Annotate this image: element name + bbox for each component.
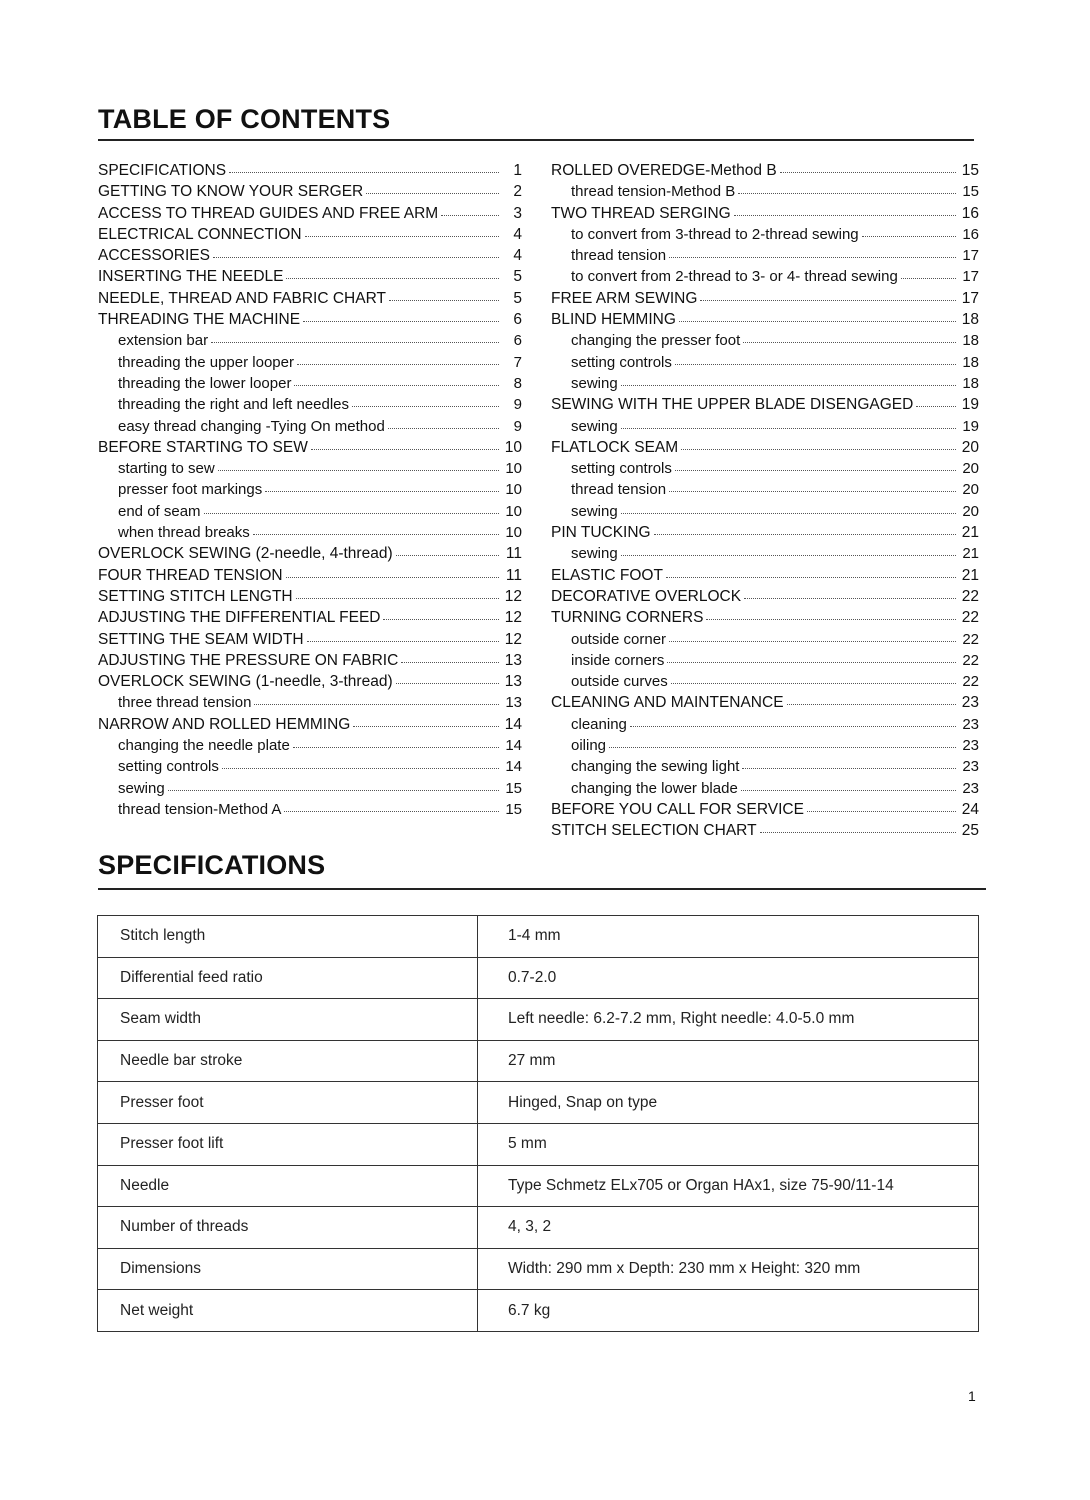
toc-entry (98, 203, 522, 224)
toc-leader-dots (307, 627, 499, 642)
toc-entry-title: STITCH SELECTION CHART (551, 822, 757, 840)
toc-leader-dots (738, 179, 956, 194)
toc-leader-dots (901, 264, 956, 279)
toc-entry (551, 203, 979, 224)
toc-leader-dots (621, 371, 956, 386)
toc-entry-page: 6 (513, 332, 522, 350)
toc-leader-dots (311, 435, 499, 450)
toc-entry-title: GETTING TO KNOW YOUR SERGER (98, 183, 364, 201)
toc-subentry (551, 778, 979, 799)
toc-entry-title: FREE ARM SEWING (551, 289, 698, 307)
toc-leader-dots (396, 541, 499, 556)
toc-leader-dots (286, 264, 499, 279)
toc-entry-title: outside corner (571, 630, 667, 648)
toc-subentry (551, 501, 979, 522)
toc-entry-page: 23 (962, 779, 979, 797)
toc-leader-dots (734, 201, 956, 216)
toc-entry-page: 12 (504, 587, 522, 605)
toc-leader-dots (168, 776, 499, 791)
toc-entry (98, 586, 522, 607)
spec-value: 6.7 kg (478, 1290, 979, 1332)
toc-leader-dots (681, 435, 956, 450)
toc-entry (551, 565, 979, 586)
specifications-divider (98, 888, 986, 890)
toc-entry-page: 14 (505, 737, 522, 755)
toc-subentry (551, 352, 979, 373)
toc-subentry (551, 373, 979, 394)
toc-entry-page: 20 (962, 502, 979, 520)
toc-subentry (98, 501, 522, 522)
toc-leader-dots (222, 754, 499, 769)
toc-entry (98, 160, 522, 181)
toc-entry (551, 820, 979, 841)
toc-leader-dots (303, 307, 499, 322)
toc-entry-title: NEEDLE, THREAD AND FABRIC CHART (98, 289, 386, 307)
toc-entry (98, 266, 522, 287)
toc-leader-dots (706, 605, 956, 620)
toc-entry-page: 9 (513, 396, 522, 414)
toc-entry-title: SEWING WITH THE UPPER BLADE DISENGAGED (551, 396, 914, 414)
toc-entry-page: 20 (962, 460, 979, 478)
toc-entry (551, 394, 979, 415)
toc-entry-page: 13 (504, 651, 522, 669)
toc-entry-title: ACCESS TO THREAD GUIDES AND FREE ARM (98, 204, 439, 222)
toc-entry (98, 543, 522, 564)
toc-leader-dots (213, 243, 499, 258)
toc-leader-dots (388, 414, 499, 429)
toc-leader-dots (284, 797, 499, 812)
toc-leader-dots (297, 350, 499, 365)
spec-label: Dimensions (98, 1248, 478, 1290)
toc-subentry (98, 522, 522, 543)
toc-subentry (551, 543, 979, 564)
toc-entry-page: 18 (961, 311, 979, 329)
toc-entry-page: 12 (504, 630, 522, 648)
toc-entry-page: 22 (962, 630, 979, 648)
toc-entry-title: oiling (571, 737, 607, 755)
toc-entry-page: 4 (513, 225, 522, 243)
toc-leader-dots (441, 201, 499, 216)
spec-label: Seam width (98, 999, 478, 1041)
toc-entry-page: 3 (513, 204, 522, 222)
toc-entry-title: FOUR THREAD TENSION (98, 566, 283, 584)
toc-leader-dots (744, 584, 956, 599)
toc-entry-title: NARROW AND ROLLED HEMMING (98, 715, 351, 733)
toc-leader-dots (669, 243, 956, 258)
toc-entry-page: 18 (962, 353, 979, 371)
toc-entry (98, 245, 522, 266)
toc-entry-title: THREADING THE MACHINE (98, 311, 301, 329)
toc-entry-title: FLATLOCK SEAM (551, 438, 679, 456)
toc-entry (98, 181, 522, 202)
toc-subentry (551, 224, 979, 245)
toc-entry-page: 17 (961, 289, 979, 307)
toc-entry-page: 8 (513, 374, 522, 392)
toc-leader-dots (353, 712, 499, 727)
toc-leader-dots (780, 158, 956, 173)
toc-subentry (551, 181, 979, 202)
toc-subentry (98, 394, 522, 415)
toc-entry (98, 309, 522, 330)
toc-leader-dots (383, 605, 499, 620)
toc-entry-title: sewing (571, 417, 618, 435)
toc-entry (551, 799, 979, 820)
toc-entry-page: 22 (962, 673, 979, 691)
toc-entry (98, 288, 522, 309)
toc-entry-page: 24 (961, 800, 979, 818)
toc-leader-dots (741, 776, 956, 791)
toc-leader-dots (671, 669, 956, 684)
toc-entry-page: 14 (504, 715, 522, 733)
spec-row (98, 1082, 979, 1124)
toc-leader-dots (254, 690, 499, 705)
specifications-table (97, 915, 979, 1332)
toc-leader-dots (760, 818, 956, 833)
toc-entry-title: to convert from 2-thread to 3- or 4- thread sewing (571, 268, 898, 286)
toc-leader-dots (294, 371, 499, 386)
specifications-heading: SPECIFICATIONS (98, 850, 326, 880)
toc-entry-title: end of seam (118, 502, 201, 520)
toc-entry-page: 22 (961, 587, 979, 605)
toc-leader-dots (229, 158, 499, 173)
toc-entry-title: SPECIFICATIONS (98, 162, 227, 179)
toc-entry-page: 5 (513, 268, 522, 286)
toc-entry-title: sewing (571, 502, 618, 520)
spec-value: Type Schmetz ELx705 or Organ HAx1, size 75-90/11-14 (478, 1165, 979, 1207)
toc-subentry (551, 266, 979, 287)
toc-entry-page: 15 (962, 183, 979, 201)
toc-entry-title: thread tension-Method B (571, 183, 736, 201)
toc-subentry (98, 756, 522, 777)
toc-entry-title: ROLLED OVEREDGE-Method B (551, 162, 777, 179)
toc-entry-title: BEFORE YOU CALL FOR SERVICE (551, 800, 804, 818)
toc-entry-title: TURNING CORNERS (551, 609, 704, 627)
toc-entry-title: thread tension (571, 481, 667, 499)
toc-entry-page: 6 (513, 311, 522, 329)
toc-leader-dots (742, 754, 956, 769)
toc-entry (98, 565, 522, 586)
spec-row (98, 1290, 979, 1332)
toc-subentry (98, 479, 522, 500)
toc-entry-title: three thread tension (118, 694, 252, 712)
toc-leader-dots (253, 520, 499, 535)
spec-label: Presser foot (98, 1082, 478, 1124)
toc-leader-dots (700, 286, 956, 301)
toc-entry-page: 18 (962, 332, 979, 350)
toc-entry-page: 23 (961, 694, 979, 712)
toc-leader-dots (401, 648, 499, 663)
toc-entry-page: 10 (505, 481, 522, 499)
toc-entry-title: INSERTING THE NEEDLE (98, 268, 284, 286)
toc-entry (98, 650, 522, 671)
toc-entry-title: ACCESSORIES (98, 247, 210, 265)
toc-leader-dots (787, 690, 956, 705)
spec-value: Width: 290 mm x Depth: 230 mm x Height: 320 mm (478, 1248, 979, 1290)
toc-entry-page: 20 (961, 438, 979, 456)
toc-entry-page: 15 (505, 779, 522, 797)
toc-entry-page: 13 (505, 694, 522, 712)
toc-entry (98, 224, 522, 245)
spec-label: Net weight (98, 1290, 478, 1332)
toc-entry-title: BLIND HEMMING (551, 311, 676, 329)
toc-entry-page: 12 (504, 609, 522, 627)
toc-entry-page: 23 (962, 737, 979, 755)
spec-value: 5 mm (478, 1123, 979, 1165)
toc-entry-page: 17 (962, 247, 979, 265)
spec-value: Left needle: 6.2-7.2 mm, Right needle: 4.0-5.0 mm (478, 999, 979, 1041)
toc-entry-title: presser foot markings (118, 481, 263, 499)
toc-leader-dots (293, 733, 499, 748)
toc-entry-page: 18 (962, 374, 979, 392)
toc-entry-title: setting controls (118, 758, 219, 776)
toc-leader-dots (352, 392, 499, 407)
toc-divider (98, 139, 974, 141)
toc-leader-dots (675, 350, 956, 365)
spec-label: Stitch length (98, 916, 478, 958)
toc-entry-title: DECORATIVE OVERLOCK (551, 587, 742, 605)
toc-entry-title: inside corners (571, 651, 665, 669)
toc-entry (551, 522, 979, 543)
toc-entry (98, 714, 522, 735)
toc-subentry (551, 756, 979, 777)
toc-entry-title: OVERLOCK SEWING (1-needle, 3-thread) (98, 673, 393, 691)
spec-row (98, 1123, 979, 1165)
toc-subentry (98, 799, 522, 820)
toc-leader-dots (916, 392, 956, 407)
toc-entry (98, 607, 522, 628)
toc-entry-title: ELECTRICAL CONNECTION (98, 225, 302, 243)
toc-entry-title: BEFORE STARTING TO SEW (98, 438, 308, 456)
spec-label: Number of threads (98, 1207, 478, 1249)
toc-leader-dots (743, 328, 956, 343)
toc-entry-title: threading the lower looper (118, 374, 292, 392)
toc-leader-dots (654, 520, 956, 535)
toc-entry (551, 437, 979, 458)
toc-entry-title: threading the upper looper (118, 353, 294, 371)
toc-entry-title: SETTING THE SEAM WIDTH (98, 630, 304, 648)
toc-entry-page: 16 (962, 225, 979, 243)
toc-leader-dots (807, 797, 956, 812)
toc-leader-dots (211, 328, 499, 343)
toc-leader-dots (609, 733, 956, 748)
toc-entry-title: starting to sew (118, 460, 215, 478)
toc-entry (98, 629, 522, 650)
toc-subentry (551, 245, 979, 266)
toc-entry-page: 23 (962, 758, 979, 776)
toc-entry-title: changing the sewing light (571, 758, 740, 776)
toc-right-column (551, 160, 979, 842)
toc-entry-page: 20 (962, 481, 979, 499)
toc-leader-dots (366, 179, 499, 194)
toc-leader-dots (679, 307, 956, 322)
toc-entry-page: 10 (505, 524, 522, 542)
toc-entry (98, 671, 522, 692)
toc-leader-dots (621, 499, 956, 514)
toc-entry-page: 5 (513, 289, 522, 307)
toc-subentry (551, 714, 979, 735)
toc-entry-page: 19 (962, 417, 979, 435)
toc-entry-title: sewing (118, 779, 165, 797)
toc-entry-page: 23 (962, 715, 979, 733)
toc-entry-page: 13 (504, 673, 522, 691)
toc-subentry (98, 735, 522, 756)
spec-label: Needle bar stroke (98, 1040, 478, 1082)
spec-row (98, 957, 979, 999)
toc-entry-title: sewing (571, 374, 618, 392)
toc-leader-dots (669, 627, 956, 642)
toc-entry-page: 7 (513, 353, 522, 371)
toc-entry-title: ADJUSTING THE DIFFERENTIAL FEED (98, 609, 381, 627)
toc-entry (551, 309, 979, 330)
spec-value: 1-4 mm (478, 916, 979, 958)
toc-entry-page: 4 (513, 247, 522, 265)
toc-entry-page: 10 (504, 438, 522, 456)
toc-entry-page: 15 (505, 800, 522, 818)
toc-entry-page: 14 (505, 758, 522, 776)
spec-value: Hinged, Snap on type (478, 1082, 979, 1124)
toc-entry-page: 22 (961, 609, 979, 627)
spec-value: 0.7-2.0 (478, 957, 979, 999)
toc-leader-dots (862, 222, 956, 237)
toc-leader-dots (286, 563, 499, 578)
toc-entry-page: 16 (961, 204, 979, 222)
toc-entry-page: 22 (962, 651, 979, 669)
toc-entry-title: ADJUSTING THE PRESSURE ON FABRIC (98, 651, 399, 669)
toc-subentry (551, 735, 979, 756)
toc-entry-title: when thread breaks (118, 524, 250, 542)
toc-entry-title: CLEANING AND MAINTENANCE (551, 694, 784, 712)
toc-entry-title: extension bar (118, 332, 209, 350)
toc-subentry (98, 352, 522, 373)
toc-entry-title: thread tension (571, 247, 667, 265)
toc-leader-dots (396, 669, 499, 684)
toc-leader-dots (669, 477, 956, 492)
spec-row (98, 1040, 979, 1082)
toc-subentry (98, 692, 522, 713)
toc-entry-title: thread tension-Method A (118, 800, 282, 818)
toc-entry-page: 19 (961, 396, 979, 414)
toc-left-column (98, 160, 522, 820)
toc-subentry (551, 479, 979, 500)
toc-entry-title: cleaning (571, 715, 627, 733)
toc-subentry (98, 416, 522, 437)
toc-subentry (551, 330, 979, 351)
toc-subentry (551, 671, 979, 692)
toc-entry-page: 15 (961, 162, 979, 179)
page-number: 1 (968, 1388, 976, 1404)
spec-value: 27 mm (478, 1040, 979, 1082)
toc-entry-title: threading the right and left needles (118, 396, 349, 414)
toc-leader-dots (389, 286, 499, 301)
toc-entry-title: setting controls (571, 460, 672, 478)
spec-row (98, 1207, 979, 1249)
toc-leader-dots (621, 541, 956, 556)
toc-subentry (98, 778, 522, 799)
toc-entry-page: 2 (513, 183, 522, 201)
toc-entry-page: 11 (505, 566, 522, 584)
toc-subentry (98, 458, 522, 479)
toc-entry-page: 10 (505, 460, 522, 478)
toc-entry-page: 1 (513, 162, 522, 179)
toc-subentry (551, 629, 979, 650)
toc-entry-title: changing the needle plate (118, 737, 290, 755)
toc-entry-title: OVERLOCK SEWING (2-needle, 4-thread) (98, 545, 393, 563)
toc-subentry (551, 650, 979, 671)
toc-heading: TABLE OF CONTENTS (98, 104, 391, 134)
toc-entry-title: ELASTIC FOOT (551, 566, 663, 584)
spec-row (98, 1248, 979, 1290)
toc-entry-page: 21 (961, 524, 979, 542)
toc-leader-dots (296, 584, 499, 599)
toc-subentry (98, 330, 522, 351)
toc-leader-dots (218, 456, 499, 471)
toc-entry-page: 21 (961, 566, 979, 584)
toc-subentry (98, 373, 522, 394)
toc-entry-title: sewing (571, 545, 618, 563)
toc-entry (551, 607, 979, 628)
toc-leader-dots (305, 222, 499, 237)
toc-entry-page: 17 (962, 268, 979, 286)
spec-label: Differential feed ratio (98, 957, 478, 999)
toc-subentry (551, 458, 979, 479)
toc-entry-title: easy thread changing -Tying On method (118, 417, 385, 435)
spec-row (98, 1165, 979, 1207)
toc-leader-dots (621, 414, 956, 429)
toc-entry-title: outside curves (571, 673, 668, 691)
spec-row (98, 999, 979, 1041)
toc-entry-title: changing the lower blade (571, 779, 738, 797)
spec-value: 4, 3, 2 (478, 1207, 979, 1249)
toc-leader-dots (630, 712, 956, 727)
toc-leader-dots (666, 563, 956, 578)
toc-entry-page: 10 (505, 502, 522, 520)
toc-entry-page: 11 (505, 545, 522, 563)
toc-entry (551, 160, 979, 181)
spec-label: Needle (98, 1165, 478, 1207)
toc-leader-dots (667, 648, 956, 663)
toc-entry (551, 288, 979, 309)
toc-entry (551, 692, 979, 713)
toc-entry-title: setting controls (571, 353, 672, 371)
toc-leader-dots (265, 477, 499, 492)
toc-entry-title: to convert from 3-thread to 2-thread sewing (571, 225, 859, 243)
toc-entry-title: SETTING STITCH LENGTH (98, 587, 293, 605)
toc-entry (551, 586, 979, 607)
toc-leader-dots (675, 456, 956, 471)
toc-entry-title: PIN TUCKING (551, 524, 651, 542)
toc-entry (98, 437, 522, 458)
toc-leader-dots (204, 499, 499, 514)
toc-subentry (551, 416, 979, 437)
toc-entry-page: 25 (961, 822, 979, 840)
toc-entry-page: 21 (962, 545, 979, 563)
spec-label: Presser foot lift (98, 1123, 478, 1165)
toc-entry-page: 9 (513, 417, 522, 435)
spec-row (98, 916, 979, 958)
toc-entry-title: TWO THREAD SERGING (551, 204, 731, 222)
toc-entry-title: changing the presser foot (571, 332, 741, 350)
